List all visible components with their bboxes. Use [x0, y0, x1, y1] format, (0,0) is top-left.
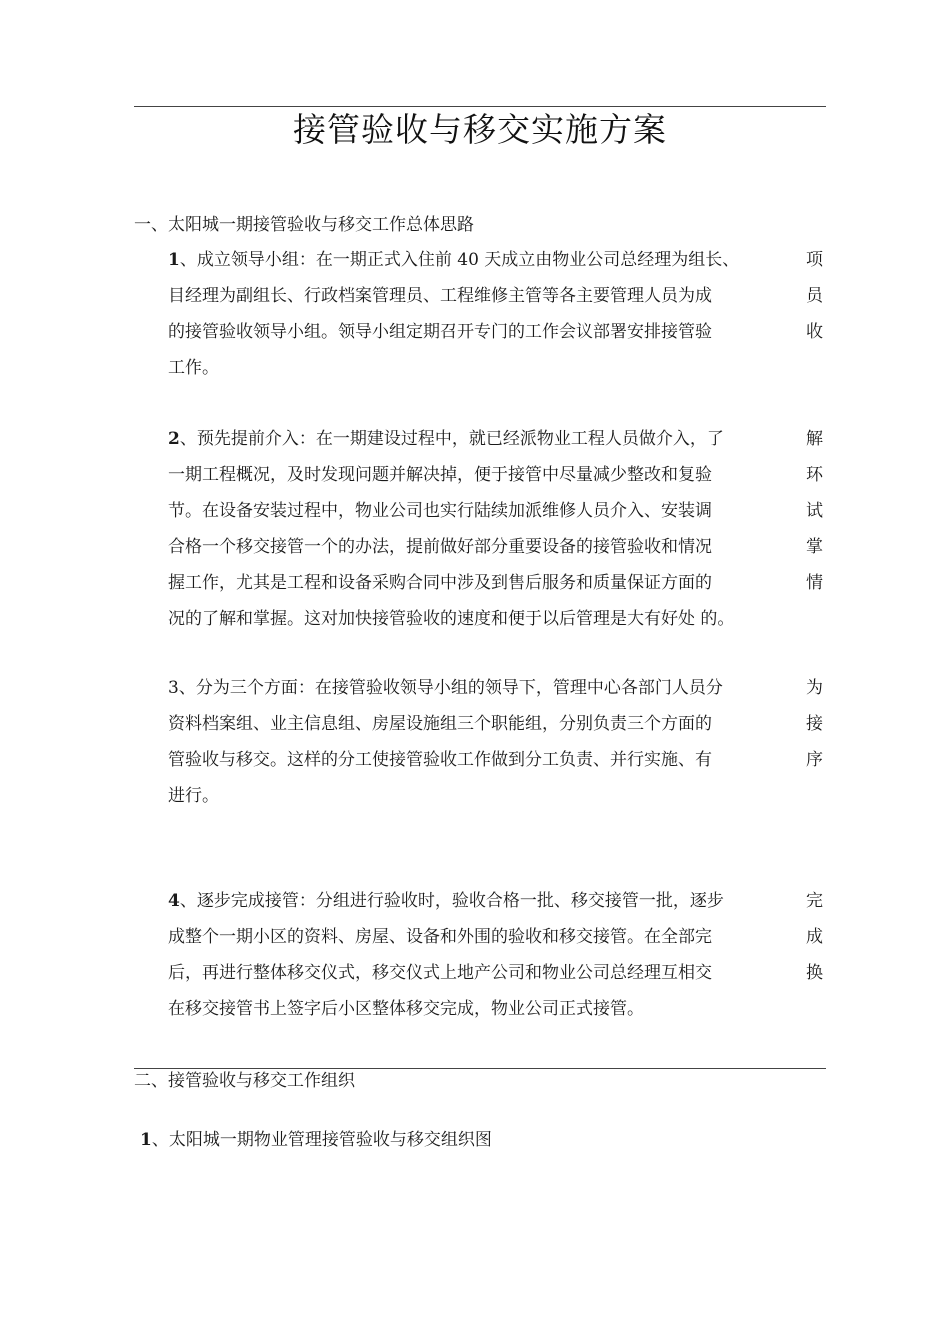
line-tail: 成	[806, 927, 823, 947]
paragraph-3	[0, 670, 950, 814]
paragraph-line	[0, 350, 950, 386]
line-text: 目经理为副组长、行政档案管理员、工程维修主管等各主要管理人员为成	[168, 286, 712, 306]
paragraph-line	[0, 742, 950, 778]
paragraph-line	[0, 242, 950, 278]
line-tail: 收	[806, 322, 823, 342]
line-tail: 为	[806, 678, 823, 698]
line-text: 在移交接管书上签字后小区整体移交完成，物业公司正式接管。	[168, 999, 644, 1019]
line-text: 3、分为三个方面：在接管验收领导小组的领导下，管理中心各部门人员分	[168, 678, 723, 698]
document-title: 接管验收与移交实施方案	[293, 110, 667, 149]
line-text: 的接管验收领导小组。领导小组定期召开专门的工作会议部署安排接管验	[168, 322, 712, 342]
line-text: 节。在设备安装过程中，物业公司也实行陆续加派维修人员介入、安装调	[168, 501, 712, 521]
paragraph-4	[0, 883, 950, 1027]
line-tail: 完	[806, 891, 823, 911]
line-tail: 环	[806, 465, 823, 485]
paragraph-2	[0, 421, 950, 637]
line-text: 况的了解和掌握。这对加快接管验收的速度和便于以后管理是大有好处 的。	[168, 609, 735, 629]
paragraph-line	[0, 529, 950, 565]
paragraph-line	[0, 493, 950, 529]
item-number: 1	[168, 250, 180, 270]
line-text: 合格一个移交接管一个的办法，提前做好部分重要设备的接管验收和情况	[168, 537, 712, 557]
line-tail: 解	[806, 429, 823, 449]
line-tail: 试	[806, 501, 823, 521]
item-number: 4	[168, 891, 180, 911]
section-2-subheading: 1、太阳城一期物业管理接管验收与移交组织图	[140, 1130, 492, 1150]
paragraph-line	[0, 706, 950, 742]
line-text: 后，再进行整体移交仪式，移交仪式上地产公司和物业公司总经理互相交	[168, 963, 712, 983]
paragraph-line	[0, 457, 950, 493]
paragraph-line	[0, 601, 950, 637]
paragraph-line	[0, 565, 950, 601]
line-text: 一期工程概况，及时发现问题并解决掉，便于接管中尽量减少整改和复验	[168, 465, 712, 485]
paragraph-line	[0, 278, 950, 314]
paragraph-line	[0, 955, 950, 991]
line-text: 2、预先提前介入：在一期建设过程中，就已经派物业工程人员做介入，了	[168, 429, 724, 449]
line-text: 工作。	[168, 358, 219, 378]
line-tail: 项	[806, 250, 823, 270]
item-number: 3	[168, 678, 179, 698]
line-tail: 接	[806, 714, 823, 734]
section-divider	[134, 1068, 826, 1069]
paragraph-1	[0, 242, 950, 386]
line-text: 资料档案组、业主信息组、房屋设施组三个职能组，分别负责三个方面的	[168, 714, 712, 734]
line-text: 进行。	[168, 786, 219, 806]
item-number: 1	[140, 1130, 152, 1150]
line-text: 1、成立领导小组：在一期正式入住前 40 天成立由物业公司总经理为组长、	[168, 250, 740, 270]
paragraph-line	[0, 421, 950, 457]
line-text: 4、逐步完成接管：分组进行验收时，验收合格一批、移交接管一批，逐步	[168, 891, 724, 911]
paragraph-line	[0, 314, 950, 350]
section-1-heading: 一、太阳城一期接管验收与移交工作总体思路	[134, 215, 474, 235]
paragraph-line	[0, 991, 950, 1027]
paragraph-line	[0, 883, 950, 919]
item-number: 2	[168, 429, 180, 449]
line-text: 管验收与移交。这样的分工使接管验收工作做到分工负责、并行实施、有	[168, 750, 712, 770]
paragraph-line	[0, 919, 950, 955]
line-text: 握工作，尤其是工程和设备采购合同中涉及到售后服务和质量保证方面的	[168, 573, 712, 593]
line-tail: 序	[806, 750, 823, 770]
line-tail: 掌	[806, 537, 823, 557]
line-tail: 情	[806, 573, 823, 593]
line-tail: 员	[806, 286, 823, 306]
top-rule	[134, 106, 826, 107]
section-2-heading: 二、接管验收与移交工作组织	[134, 1071, 355, 1091]
paragraph-line	[0, 778, 950, 814]
line-tail: 换	[806, 963, 823, 983]
paragraph-line	[0, 670, 950, 706]
line-text: 成整个一期小区的资料、房屋、设备和外围的验收和移交接管。在全部完	[168, 927, 712, 947]
